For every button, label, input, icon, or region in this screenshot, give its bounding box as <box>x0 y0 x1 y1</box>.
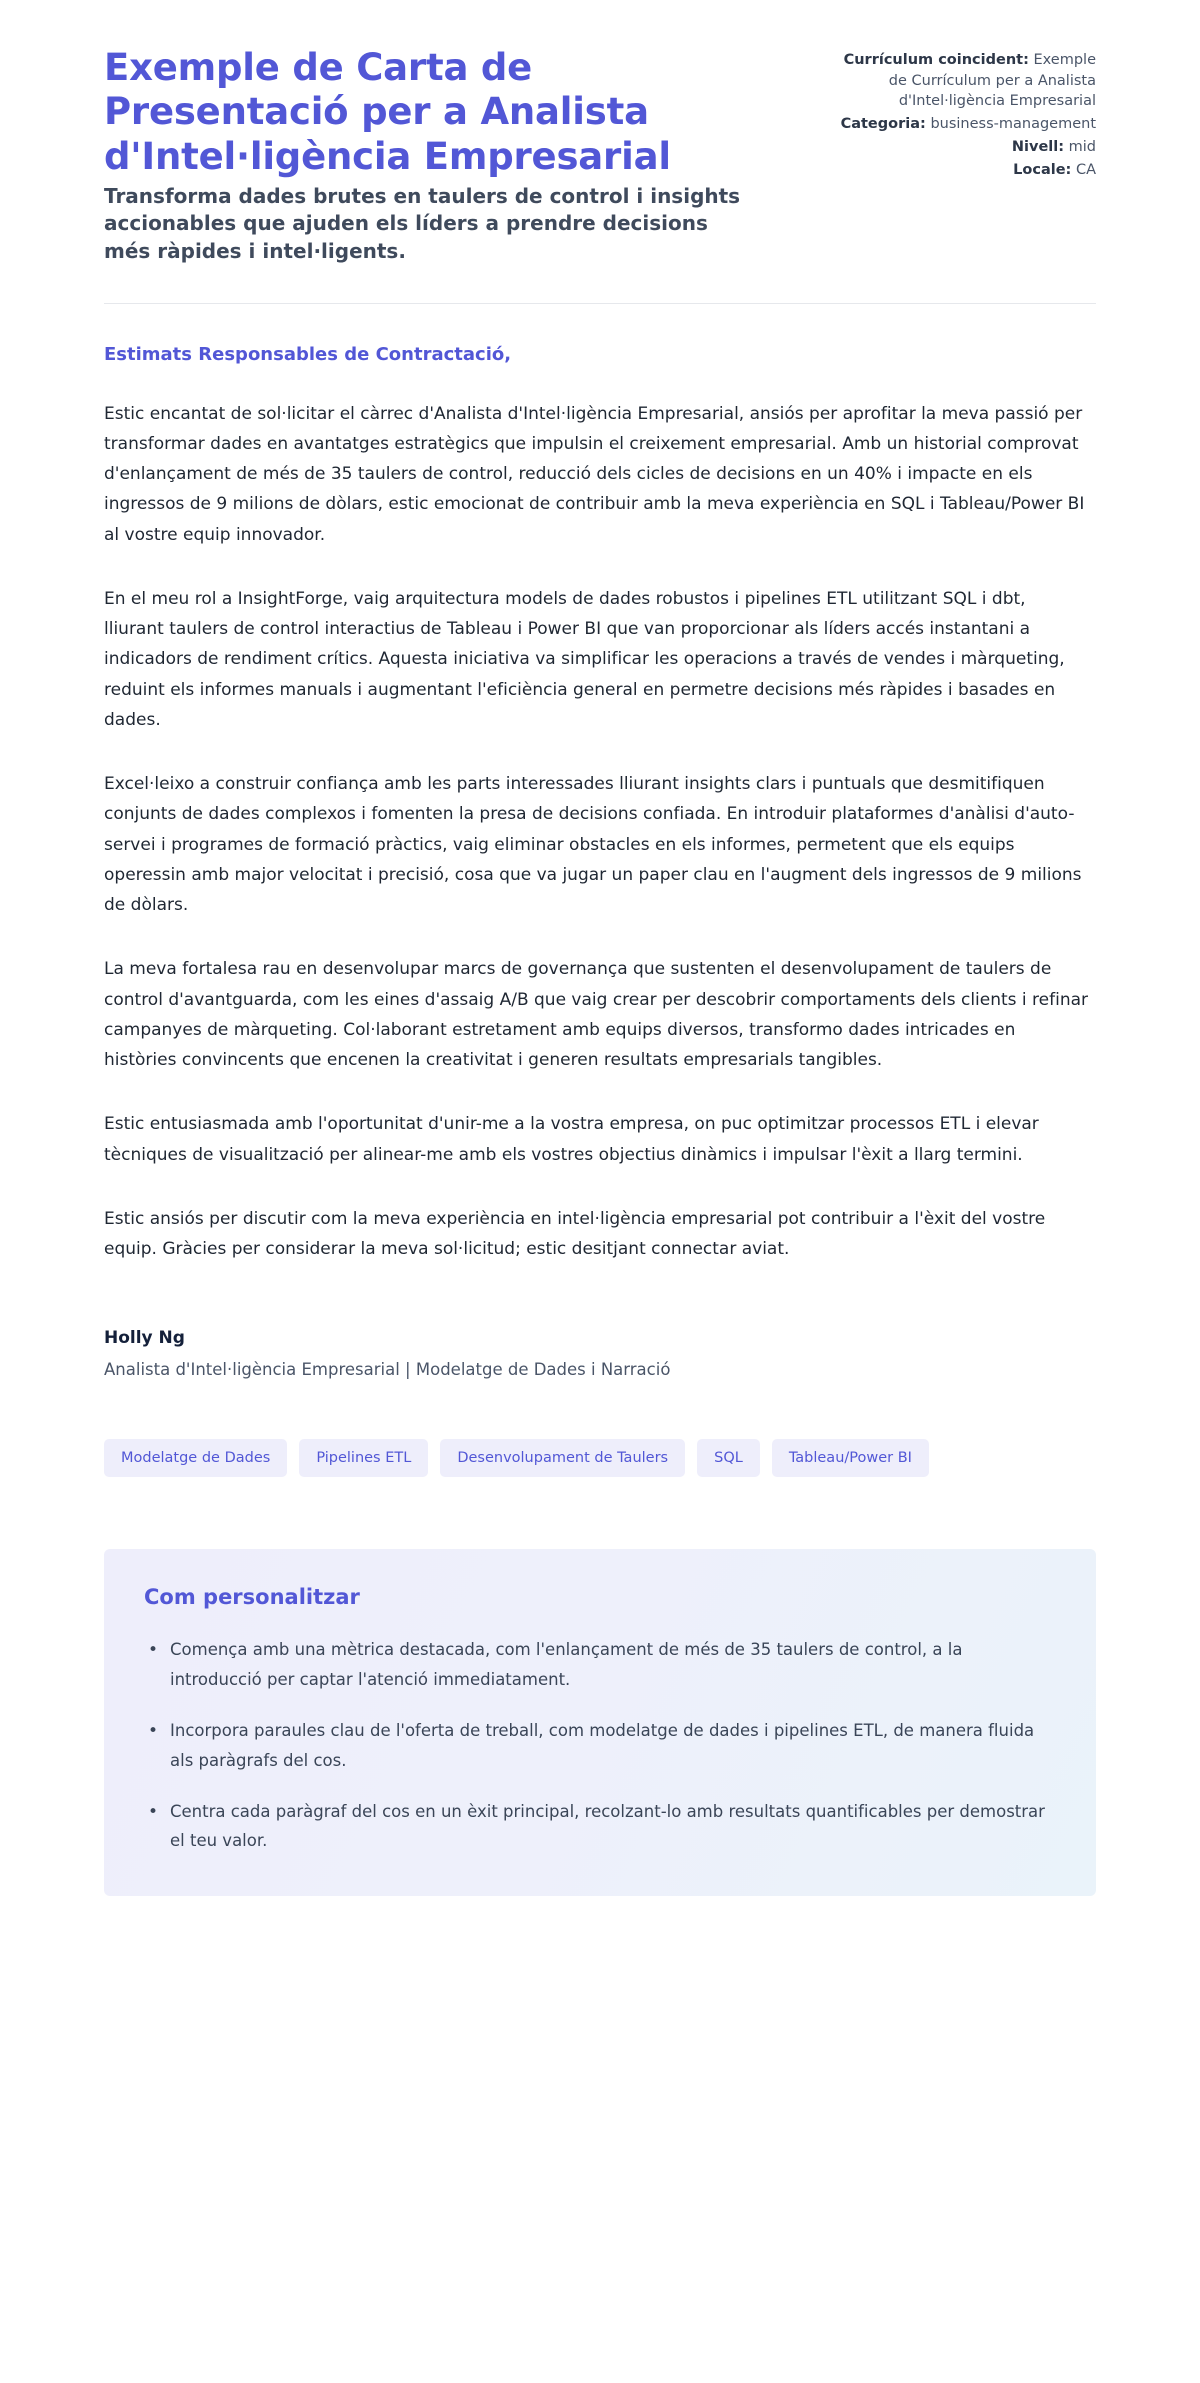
page-title: Exemple de Carta de Presentació per a Analista d'Intel·ligència Empresarial <box>104 46 671 178</box>
letter-greeting: Estimats Responsables de Contractació, <box>104 343 512 365</box>
skill-tag[interactable]: Tableau/Power BI <box>772 1439 929 1477</box>
callout-tip-list <box>144 1635 1056 1855</box>
letter-body <box>104 304 1096 1265</box>
skill-tag-list <box>104 1439 1096 1477</box>
letter-paragraph: Excel·leixo a construir confiança amb les parts interessades lliurant insights clars i puntuals que desmitifiquen conjunts de dades complexos i fomenten la presa de decisions confiada. En introduir plataformes d'anàlisi d'auto-servei i programes de formació pràctics, vaig eliminar obstacles en els informes, permetent que els equips operessin amb major velocitat i precisió, cosa que va jugar un paper clau en l'augment dels ingressos de 9 milions de dòlars. <box>104 774 1082 916</box>
callout-tip-item: • Incorpora paraules clau de l'oferta de treball, com modelatge de dades i pipelines ETL, de manera fluida als paràgrafs del cos. <box>144 1716 1056 1775</box>
meta-level-label: Nivell: <box>1011 138 1065 155</box>
meta-matching-resume <box>828 50 1096 112</box>
skill-tag[interactable]: Pipelines ETL <box>299 1439 428 1477</box>
signature-role: Analista d'Intel·ligència Empresarial | Modelatge de Dades i Narració <box>104 1360 671 1380</box>
meta-level-value: mid <box>1068 138 1096 155</box>
skill-tag[interactable]: Modelatge de Dades <box>104 1439 287 1477</box>
letter-paragraph: Estic ansiós per discutir com la meva experiència en intel·ligència empresarial pot contribuir a l'èxit del vostre equip. Gràcies per considerar la meva sol·licitud; estic desitjant connectar aviat. <box>104 1208 1046 1260</box>
meta-category-value: business-management <box>930 116 1096 133</box>
skill-tag[interactable]: Desenvolupament de Taulers <box>440 1439 685 1477</box>
meta-category-label: Categoria: <box>840 116 926 133</box>
meta-category <box>828 114 1096 135</box>
meta-matching-resume-label: Currículum coincident: <box>843 52 1029 68</box>
callout-tip-item: • Centra cada paràgraf del cos en un èxit principal, recolzant-lo amb resultats quantificables per demostrar el teu valor. <box>144 1797 1056 1856</box>
callout-title: Com personalitzar <box>144 1585 360 1610</box>
header-metadata <box>828 46 1096 182</box>
page-subtitle: Transforma dades brutes en taulers de control i insights accionables que ajuden els líders a prendre decisions més ràpides i intel·ligents. <box>104 184 741 263</box>
letter-paragraph: Estic encantat de sol·licitar el càrrec d'Analista d'Intel·ligència Empresarial, ansiós per aprofitar la meva passió per transformar dades en avantatges estratègics que impulsin el creixement empresarial. Amb un historial comprovat d'enlançament de més de 35 taulers de control, reducció dels cicles de decisions en un 40% i impacte en els ingressos de 9 milions de dòlars, estic emocionat de contribuir amb la meva experiència en SQL i Tableau/Power BI al vostre equip innovador. <box>104 403 1085 545</box>
letter-paragraph: Estic entusiasmada amb l'oportunitat d'unir-me a la vostra empresa, on puc optimitzar processos ETL i elevar tècniques de visualització per alinear-me amb els vostres objectius dinàmics i impulsar l'èxit a llarg termini. <box>104 1114 1039 1165</box>
letter-paragraph: La meva fortalesa rau en desenvolupar marcs de governança que sustenten el desenvolupament de taulers de control d'avantguarda, com les eines d'assaig A/B que vaig crear per descobrir comportaments dels clients i refinar campanyes de màrqueting. Col·laborant estretament amb equips diversos, transformo dades intricades en històries convincents que encenen la creativitat i generen resultats empresarials tangibles. <box>104 959 1089 1071</box>
page-header <box>104 46 1096 265</box>
meta-locale <box>828 160 1096 181</box>
meta-matching-resume-value: Exemple de Currículum per a Analista d'Intel·ligència Empresarial <box>888 52 1096 110</box>
meta-locale-label: Locale: <box>1013 161 1072 178</box>
letter-paragraph: En el meu rol a InsightForge, vaig arquitectura models de dades robustos i pipelines ETL utilitzant SQL i dbt, lliurant taulers de control interactius de Tableau i Power BI que van proporcionar als líders accés instantani a indicadors de rendiment crítics. Aquesta iniciativa va simplificar les operacions a través de vendes i màrqueting, reduint els informes manuals i augmentant l'eficiència general en permetre decisions més ràpides i basades en dades. <box>104 588 1065 730</box>
signature-block <box>104 1328 1096 1379</box>
callout-tip-item: • Comença amb una mètrica destacada, com l'enlançament de més de 35 taulers de control, a la introducció per captar l'atenció immediatament. <box>144 1635 1056 1694</box>
skill-tag[interactable]: SQL <box>697 1439 760 1477</box>
customization-callout <box>104 1549 1096 1895</box>
header-title-block <box>104 46 744 265</box>
signature-name: Holly Ng <box>104 1328 185 1349</box>
meta-level <box>828 137 1096 158</box>
meta-locale-value: CA <box>1075 161 1096 178</box>
